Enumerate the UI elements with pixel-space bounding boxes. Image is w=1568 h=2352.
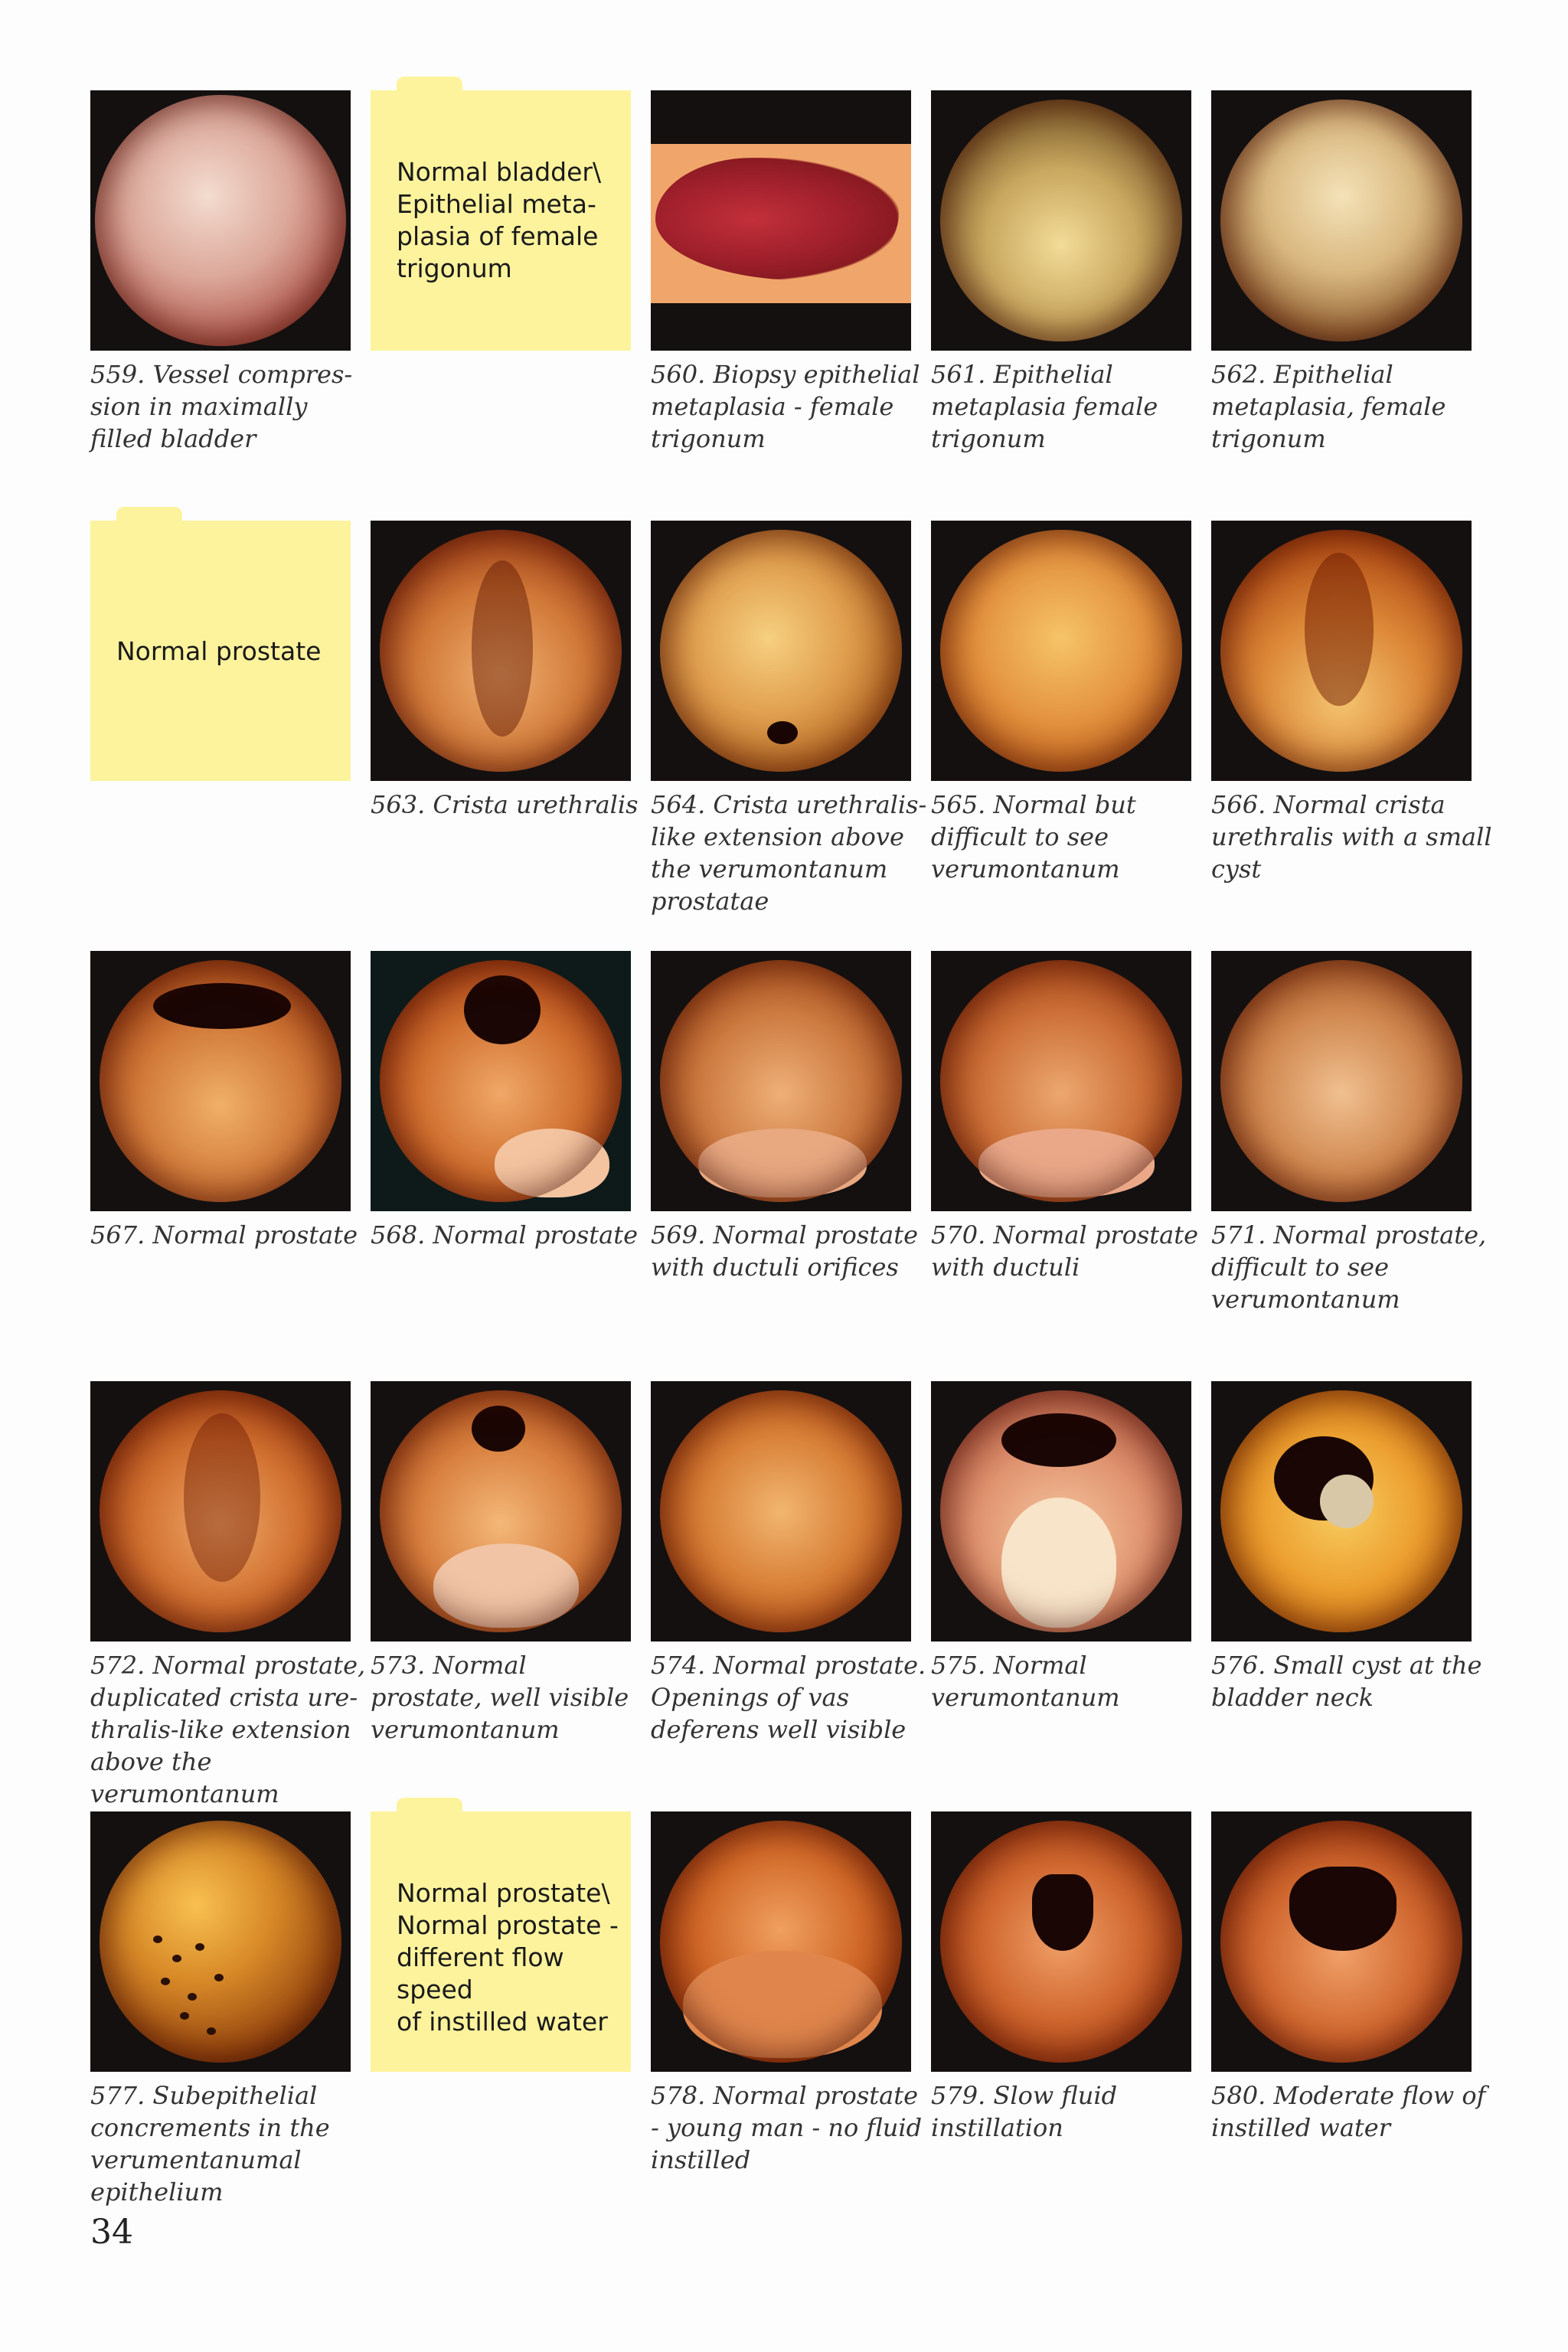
- figure-caption: 566. Normal crista urethralis with a small cyst: [1211, 790, 1492, 884]
- endoscopy-image: [90, 1381, 351, 1642]
- endoscopy-image: [651, 1381, 911, 1642]
- figure-572: [90, 1381, 366, 1810]
- section-tab-prostate: [90, 521, 351, 781]
- figure-caption: 577. Subepithelial concrements in the verumentanumal epithelium: [90, 2081, 330, 2207]
- endoscopy-image: [90, 90, 351, 351]
- endoscopy-image: [931, 90, 1191, 351]
- endoscopy-image: [371, 521, 631, 781]
- endoscopy-image: [371, 1381, 631, 1642]
- figure-caption: 576. Small cyst at the bladder neck: [1211, 1651, 1482, 1712]
- figure-580: [1211, 1811, 1486, 2144]
- figure-caption: 575. Normal verumontanum: [931, 1651, 1120, 1712]
- endoscopy-image: [1211, 1381, 1472, 1642]
- figure-caption: 571. Normal prostate, difficult to see verumontanum: [1211, 1220, 1487, 1314]
- endoscopy-image: [1211, 521, 1472, 781]
- figure-caption: 565. Normal but difficult to see verumontanum: [931, 790, 1136, 884]
- figure-caption: 563. Crista urethralis: [371, 790, 639, 819]
- figure-569: [651, 951, 919, 1283]
- endoscopy-image: [1211, 951, 1472, 1211]
- endoscopy-image: [931, 1811, 1191, 2072]
- figure-caption: 562. Epithelial metaplasia, female trigonum: [1211, 360, 1446, 453]
- figure-caption: 560. Biopsy epithelial metaplasia - female trigonum: [651, 360, 920, 453]
- figure-caption: 561. Epithelial metaplasia female trigonum: [931, 360, 1158, 453]
- section-tab-label: Normal prostate: [116, 636, 322, 666]
- figure-567: [90, 951, 358, 1251]
- figure-caption: 574. Normal prostate. Openings of vas deferens well visible: [651, 1651, 926, 1744]
- figure-caption: 564. Crista urethralis- like extension above the verumontanum prostatae: [651, 790, 927, 916]
- endoscopy-image: [651, 951, 911, 1211]
- figure-caption: 569. Normal prostate with ductuli orifices: [651, 1220, 919, 1282]
- figure-561: [931, 90, 1191, 455]
- endoscopy-image: [931, 951, 1191, 1211]
- figure-caption: 568. Normal prostate: [371, 1220, 639, 1250]
- endoscopy-image: [651, 521, 911, 781]
- endoscopy-image: [651, 1811, 911, 2072]
- figure-caption: 573. Normal prostate, well visible verumontanum: [371, 1651, 629, 1744]
- figure-573: [371, 1381, 631, 1746]
- figure-564: [651, 521, 927, 917]
- figure-caption: 559. Vessel compres- sion in maximally filled bladder: [90, 360, 353, 453]
- section-tab-label: Normal prostate\ Normal prostate - different flow speed of instilled water: [397, 1878, 619, 2037]
- figure-562: [1211, 90, 1472, 455]
- figure-caption: 572. Normal prostate, duplicated crista ure- thralis-like extension above the verumontanum: [90, 1651, 366, 1808]
- endoscopy-image: [931, 1381, 1191, 1642]
- figure-caption: 570. Normal prostate with ductuli: [931, 1220, 1199, 1282]
- figure-caption: 567. Normal prostate: [90, 1220, 358, 1250]
- figure-568: [371, 951, 639, 1251]
- figure-caption: 580. Moderate flow of instilled water: [1211, 2081, 1486, 2142]
- figure-559: [90, 90, 351, 455]
- endoscopy-image: [90, 1811, 351, 2072]
- figure-563: [371, 521, 639, 821]
- section-tab-bladder: [371, 90, 631, 351]
- figure-570: [931, 951, 1199, 1283]
- figure-565: [931, 521, 1191, 885]
- biopsy-image: [651, 90, 911, 351]
- figure-caption: 579. Slow fluid instillation: [931, 2081, 1118, 2142]
- figure-574: [651, 1381, 926, 1746]
- page-number: 34: [90, 2213, 133, 2252]
- section-tab-flow: [371, 1811, 631, 2072]
- endoscopy-image: [1211, 1811, 1472, 2072]
- figure-577: [90, 1811, 351, 2208]
- endoscopy-image: [1211, 90, 1472, 351]
- figure-579: [931, 1811, 1191, 2144]
- endoscopy-image: [90, 951, 351, 1211]
- figure-578: [651, 1811, 923, 2176]
- figure-566: [1211, 521, 1492, 885]
- figure-571: [1211, 951, 1487, 1315]
- endoscopy-image: [371, 951, 631, 1211]
- figure-576: [1211, 1381, 1482, 1713]
- endoscopy-image: [931, 521, 1191, 781]
- figure-caption: 578. Normal prostate - young man - no fluid instilled: [651, 2081, 923, 2174]
- section-tab-label: Normal bladder\ Epithelial meta- plasia of female trigonum: [397, 157, 602, 283]
- figure-575: [931, 1381, 1191, 1713]
- figure-560: [651, 90, 920, 455]
